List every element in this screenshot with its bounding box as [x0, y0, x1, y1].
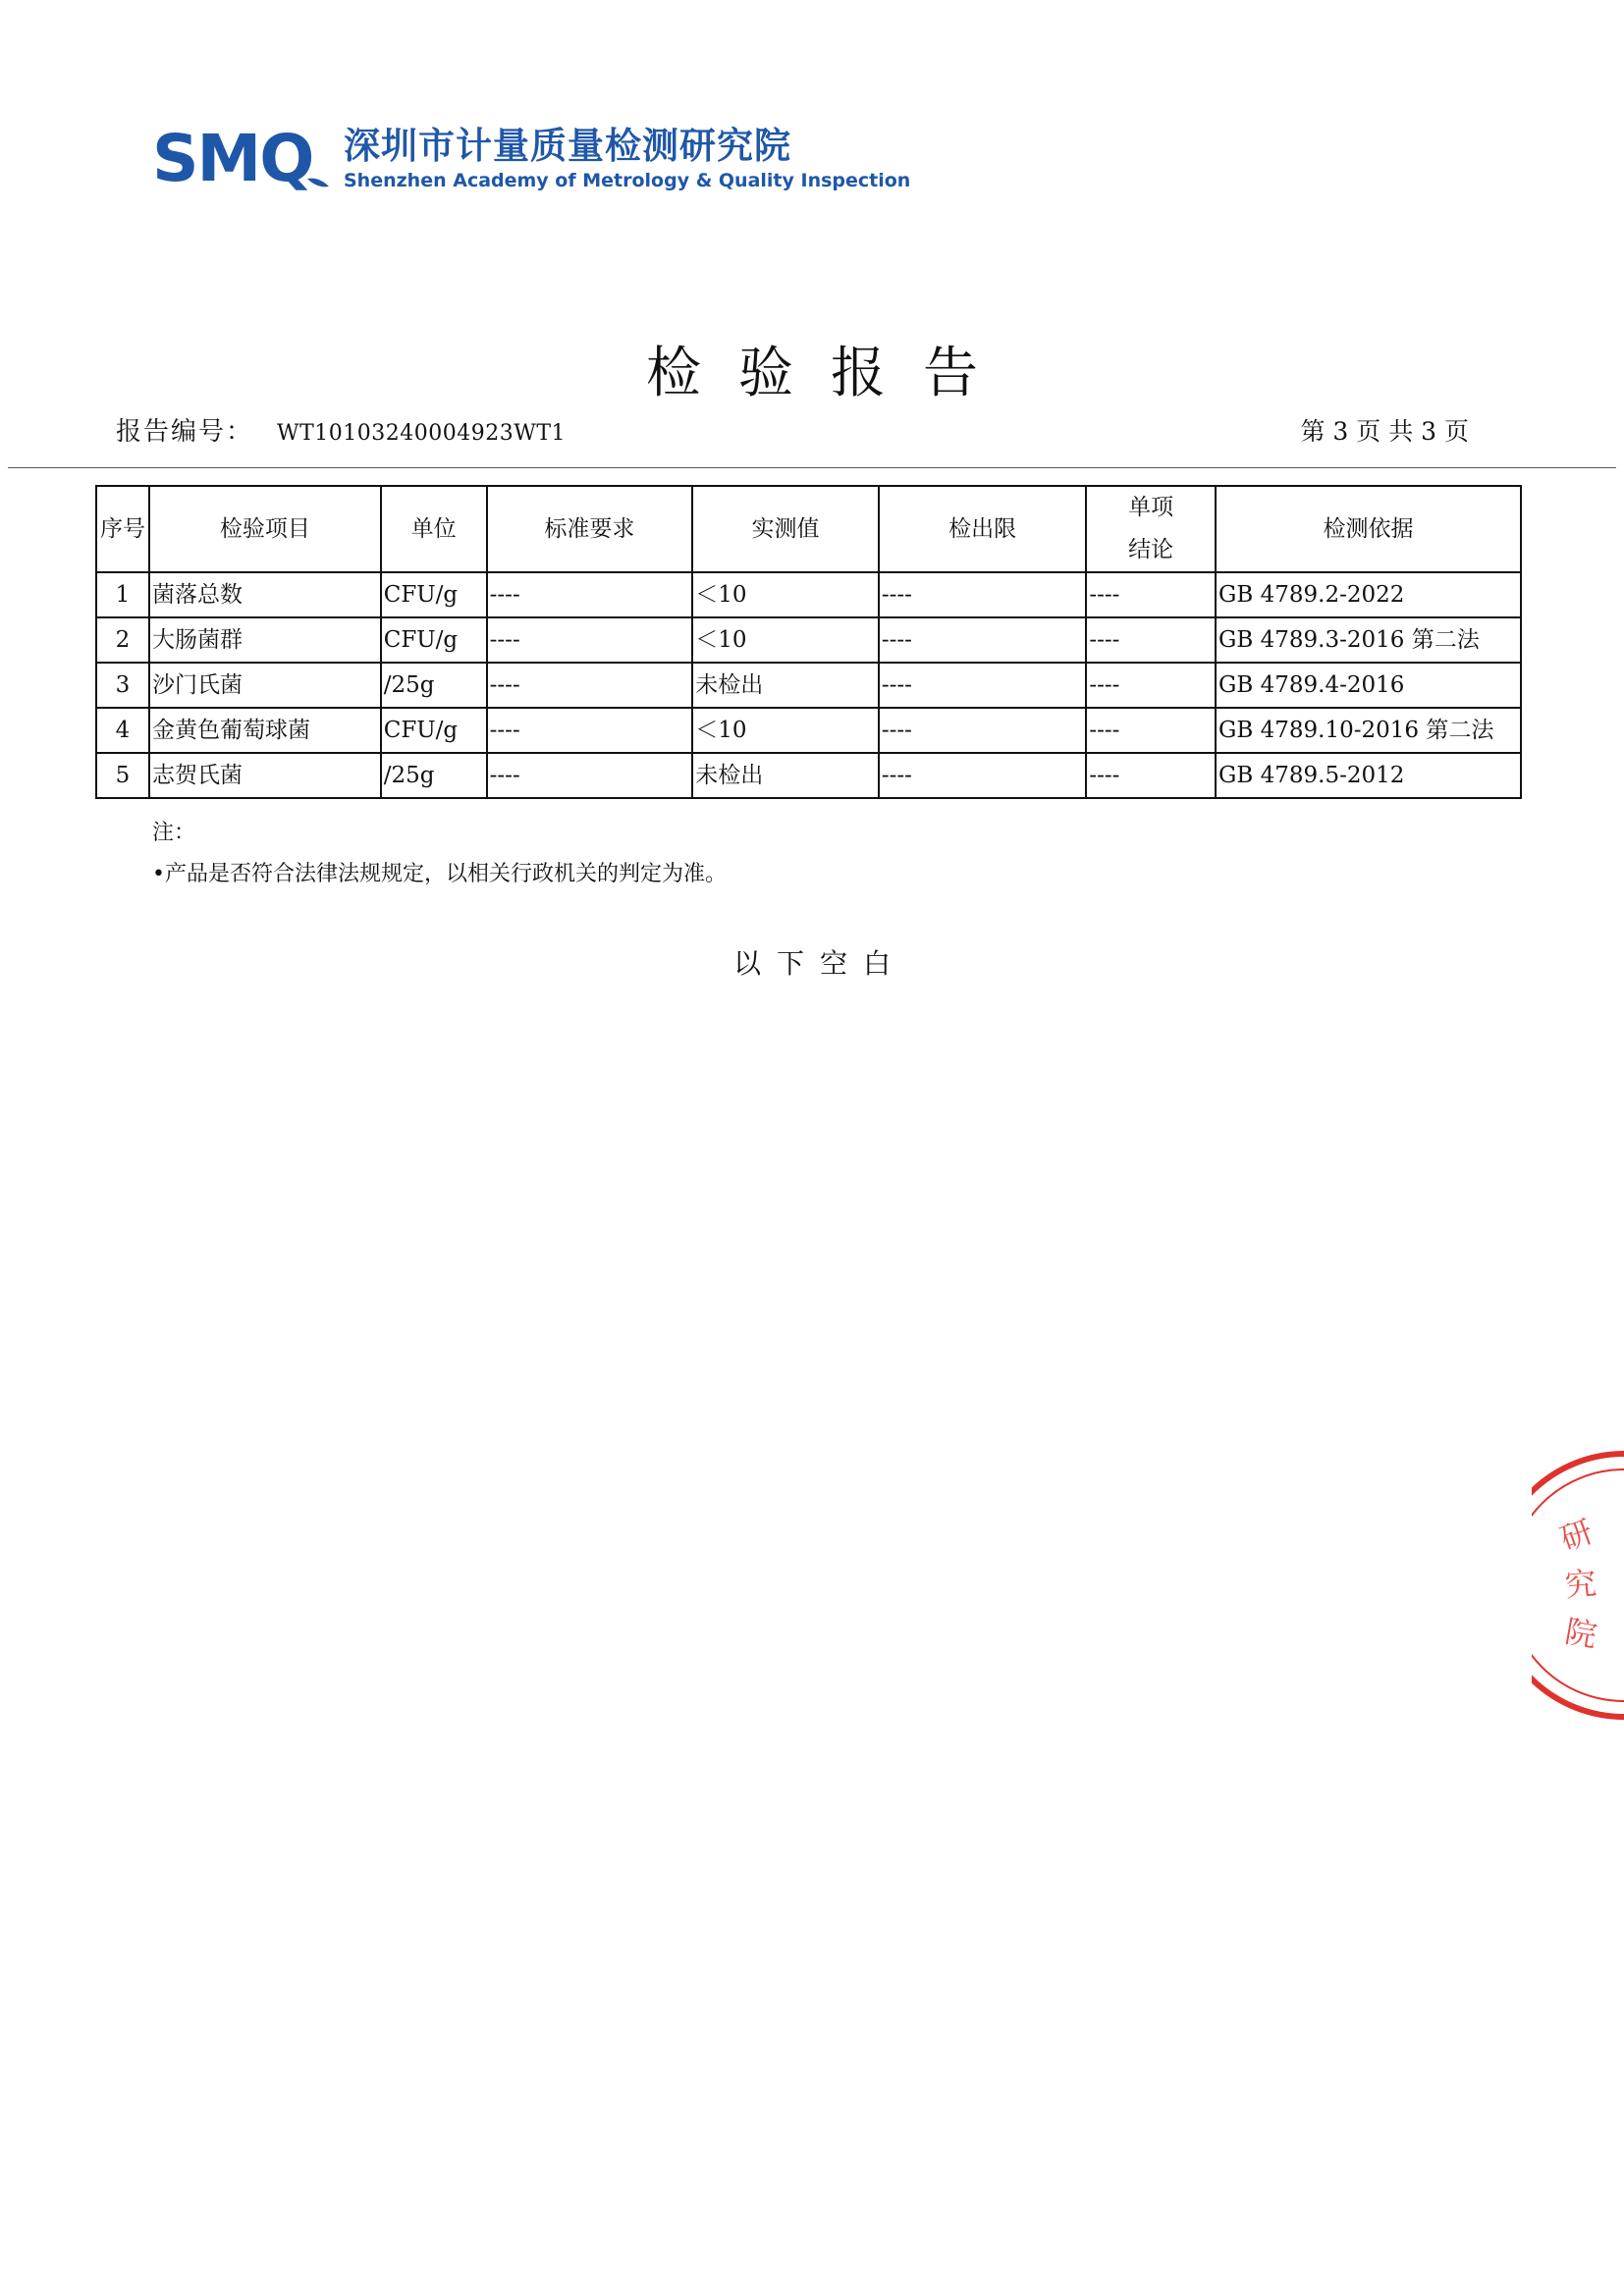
logo-q-tail-icon: [307, 177, 329, 188]
results-table: [95, 485, 1522, 799]
institute-logo: [152, 120, 911, 198]
cell-detection-limit: ----: [879, 753, 1087, 798]
cell-measured: ＜10: [692, 708, 879, 753]
report-number: [116, 416, 566, 450]
cell-item: 志贺氏菌: [149, 753, 381, 798]
header-conclusion: [1086, 486, 1216, 572]
logo-name-cn: 深圳市计量质量检测研究院: [344, 125, 791, 167]
logo-name-en: Shenzhen Academy of Metrology & Quality Inspection: [344, 170, 911, 191]
table-row: [96, 617, 1521, 663]
cell-measured: ＜10: [692, 572, 879, 617]
header-basis: 检测依据: [1216, 486, 1521, 572]
cell-no: 5: [96, 753, 149, 798]
svg-text:研: 研: [1555, 1512, 1598, 1559]
cell-measured: ＜10: [692, 617, 879, 663]
cell-basis: GB 4789.2-2022: [1216, 572, 1521, 617]
header-measured: 实测值: [692, 486, 879, 572]
header-detection-limit: 检出限: [879, 486, 1087, 572]
cell-basis: GB 4789.4-2016: [1216, 663, 1521, 708]
header-no: 序号: [96, 486, 149, 572]
cell-detection-limit: ----: [879, 617, 1087, 663]
cell-requirement: ----: [487, 753, 693, 798]
cell-conclusion: ----: [1086, 708, 1216, 753]
note-title: 注：: [152, 821, 196, 845]
header-requirement: 标准要求: [487, 486, 693, 572]
cell-basis: GB 4789.10-2016 第二法: [1216, 708, 1521, 753]
cell-unit: CFU/g: [381, 708, 487, 753]
cell-conclusion: ----: [1086, 617, 1216, 663]
header-conclusion-line2: 结论: [1128, 537, 1174, 562]
cell-item: 大肠菌群: [149, 617, 381, 663]
cell-detection-limit: ----: [879, 663, 1087, 708]
cell-item: 沙门氏菌: [149, 663, 381, 708]
report-number-label: 报告编号：: [116, 417, 254, 447]
page-indicator: 第 3 页 共 3 页: [1300, 417, 1469, 446]
cell-conclusion: ----: [1086, 663, 1216, 708]
cell-detection-limit: ----: [879, 572, 1087, 617]
svg-text:院: 院: [1562, 1612, 1600, 1655]
cell-basis: GB 4789.3-2016 第二法: [1216, 617, 1521, 663]
svg-text:究: 究: [1563, 1564, 1598, 1605]
cell-unit: /25g: [381, 663, 487, 708]
cell-no: 2: [96, 617, 149, 663]
end-marker: 以下空白: [732, 947, 906, 980]
cell-basis: GB 4789.5-2012: [1216, 753, 1521, 798]
cell-requirement: ----: [487, 708, 693, 753]
cell-conclusion: ----: [1086, 572, 1216, 617]
cell-no: 1: [96, 572, 149, 617]
note-text: •产品是否符合法律法规规定，以相关行政机关的判定为准。: [152, 862, 727, 886]
cell-requirement: ----: [487, 663, 693, 708]
cell-measured: 未检出: [692, 663, 879, 708]
cell-no: 3: [96, 663, 149, 708]
cell-item: 菌落总数: [149, 572, 381, 617]
table-header-row: [96, 486, 1521, 572]
header-divider: [8, 467, 1616, 468]
header-conclusion-line1: 单项: [1128, 495, 1174, 520]
table-row: [96, 708, 1521, 753]
logo-mark: SMQ: [152, 121, 313, 196]
cell-unit: CFU/g: [381, 572, 487, 617]
cell-no: 4: [96, 708, 149, 753]
table-row: [96, 663, 1521, 708]
cell-conclusion: ----: [1086, 753, 1216, 798]
header-unit: 单位: [381, 486, 487, 572]
official-seal-stamp: [1532, 1448, 1624, 1723]
cell-requirement: ----: [487, 617, 693, 663]
cell-unit: CFU/g: [381, 617, 487, 663]
cell-measured: 未检出: [692, 753, 879, 798]
cell-unit: /25g: [381, 753, 487, 798]
cell-detection-limit: ----: [879, 708, 1087, 753]
report-number-value: WT10103240004923WT1: [277, 421, 567, 446]
table-row: [96, 753, 1521, 798]
table-row: [96, 572, 1521, 617]
document-title: 检验报告: [646, 342, 1015, 405]
cell-item: 金黄色葡萄球菌: [149, 708, 381, 753]
header-item: 检验项目: [149, 486, 381, 572]
cell-requirement: ----: [487, 572, 693, 617]
